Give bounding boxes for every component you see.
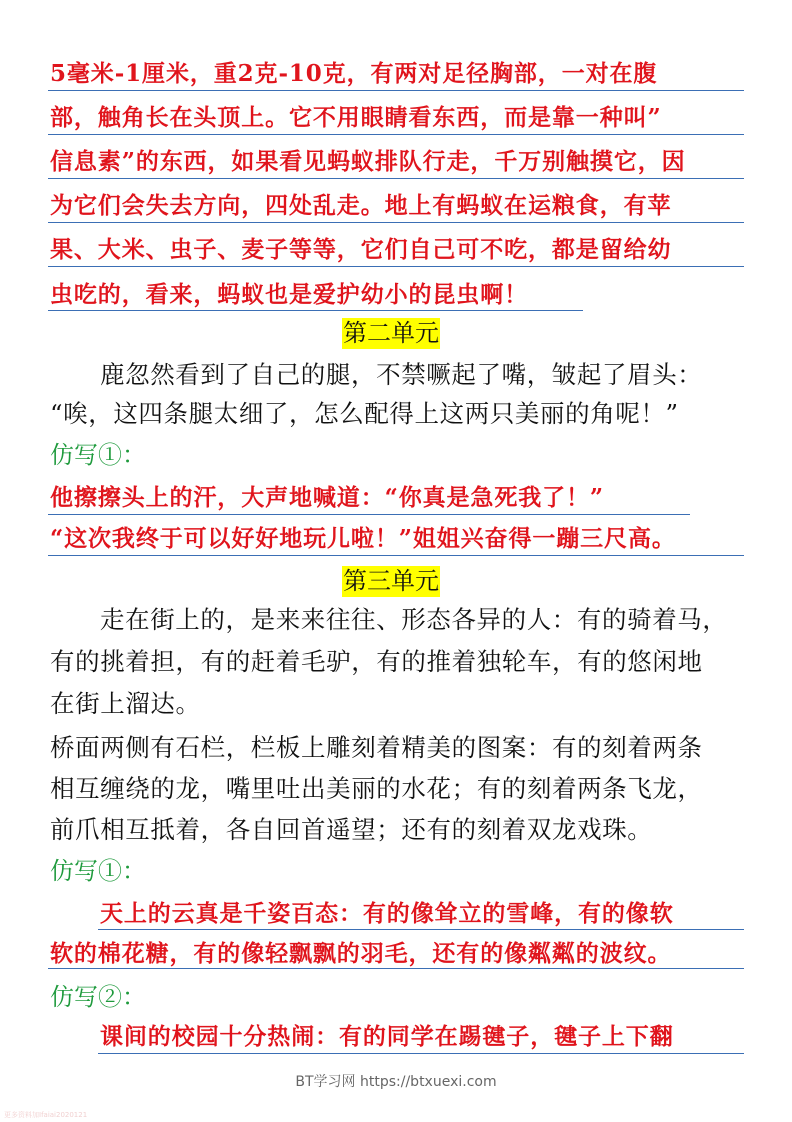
intro-line-6: 虫吃的，看来，蚂蚁也是爱护幼小的昆虫啊！ (50, 281, 528, 308)
unit3-example1-line-2: 有的挑着担，有的赶着毛驴，有的推着独轮车，有的悠闲地 (50, 647, 703, 676)
unit3-imitation1-underline-2 (48, 968, 744, 969)
watermark-text: 更多资料加Ifaiai2020121 (4, 1111, 88, 1119)
unit3-imitation1-underline-1 (98, 929, 744, 930)
unit3-imitation1-label: 仿写①： (50, 857, 146, 885)
unit3-imitation2-line-1: 课间的校园十分热闹：有的同学在踢毽子，毽子上下翻 (100, 1023, 674, 1050)
unit3-imitation1-line-2: 软的棉花糖，有的像轻飘飘的羽毛，还有的像粼粼的波纹。 (50, 940, 672, 967)
unit2-example-line-2: “唉，这四条腿太细了，怎么配得上这两只美丽的角呢！” (50, 399, 679, 428)
intro-line-4: 为它们会失去方向，四处乱走。地上有蚂蚁在运粮食，有苹 (50, 192, 672, 219)
unit3-example2-line-3: 前爪相互抵着，各自回首遥望；还有的刻着双龙戏珠。 (50, 815, 653, 844)
unit3-example1-line-3: 在街上溜达。 (50, 689, 201, 718)
intro-underline-1 (48, 90, 744, 91)
unit3-heading: 第三单元 (343, 567, 439, 595)
unit2-imitation-line-1: 他擦擦头上的汗，大声地喊道：“你真是急死我了！” (50, 484, 605, 511)
unit3-example1-line-1: 走在街上的，是来来往往、形态各异的人：有的骑着马， (100, 605, 728, 634)
unit2-example-line-1: 鹿忽然看到了自己的腿，不禁噘起了嘴，皱起了眉头： (100, 360, 703, 389)
intro-line-5: 果、大米、虫子、麦子等等，它们自己可不吃，都是留给幼 (50, 236, 672, 263)
intro-underline-6 (48, 310, 583, 311)
unit3-example2-line-1: 桥面两侧有石栏，栏板上雕刻着精美的图案：有的刻着两条 (50, 733, 703, 762)
intro-underline-3 (48, 178, 744, 179)
intro-underline-4 (48, 222, 744, 223)
intro-line-3: 信息素”的东西，如果看见蚂蚁排队行走，千万别触摸它，因 (50, 148, 686, 175)
unit3-imitation2-underline-1 (98, 1053, 744, 1054)
intro-underline-2 (48, 134, 744, 135)
unit2-imitation-label: 仿写①： (50, 441, 146, 469)
unit2-imitation-underline-2 (48, 555, 744, 556)
unit3-imitation1-line-1: 天上的云真是千姿百态：有的像耸立的雪峰，有的像软 (100, 900, 674, 927)
unit3-example2-line-2: 相互缠绕的龙，嘴里吐出美丽的水花；有的刻着两条飞龙， (50, 774, 703, 803)
unit2-imitation-underline-1 (48, 514, 690, 515)
intro-line-1: 5毫米-1厘米，重2克-10克，有两对足径胸部，一对在腹 (50, 60, 658, 87)
footer-site-link[interactable]: BT学习网 https://btxuexi.com (295, 1074, 497, 1090)
unit2-imitation-line-2: “这次我终于可以好好地玩儿啦！”姐姐兴奋得一蹦三尺高。 (50, 525, 676, 552)
intro-line-2: 部，触角长在头顶上。它不用眼睛看东西，而是靠一种叫” (50, 104, 662, 131)
unit3-imitation2-label: 仿写②： (50, 983, 146, 1011)
intro-underline-5 (48, 266, 744, 267)
unit2-heading: 第二单元 (343, 319, 439, 347)
